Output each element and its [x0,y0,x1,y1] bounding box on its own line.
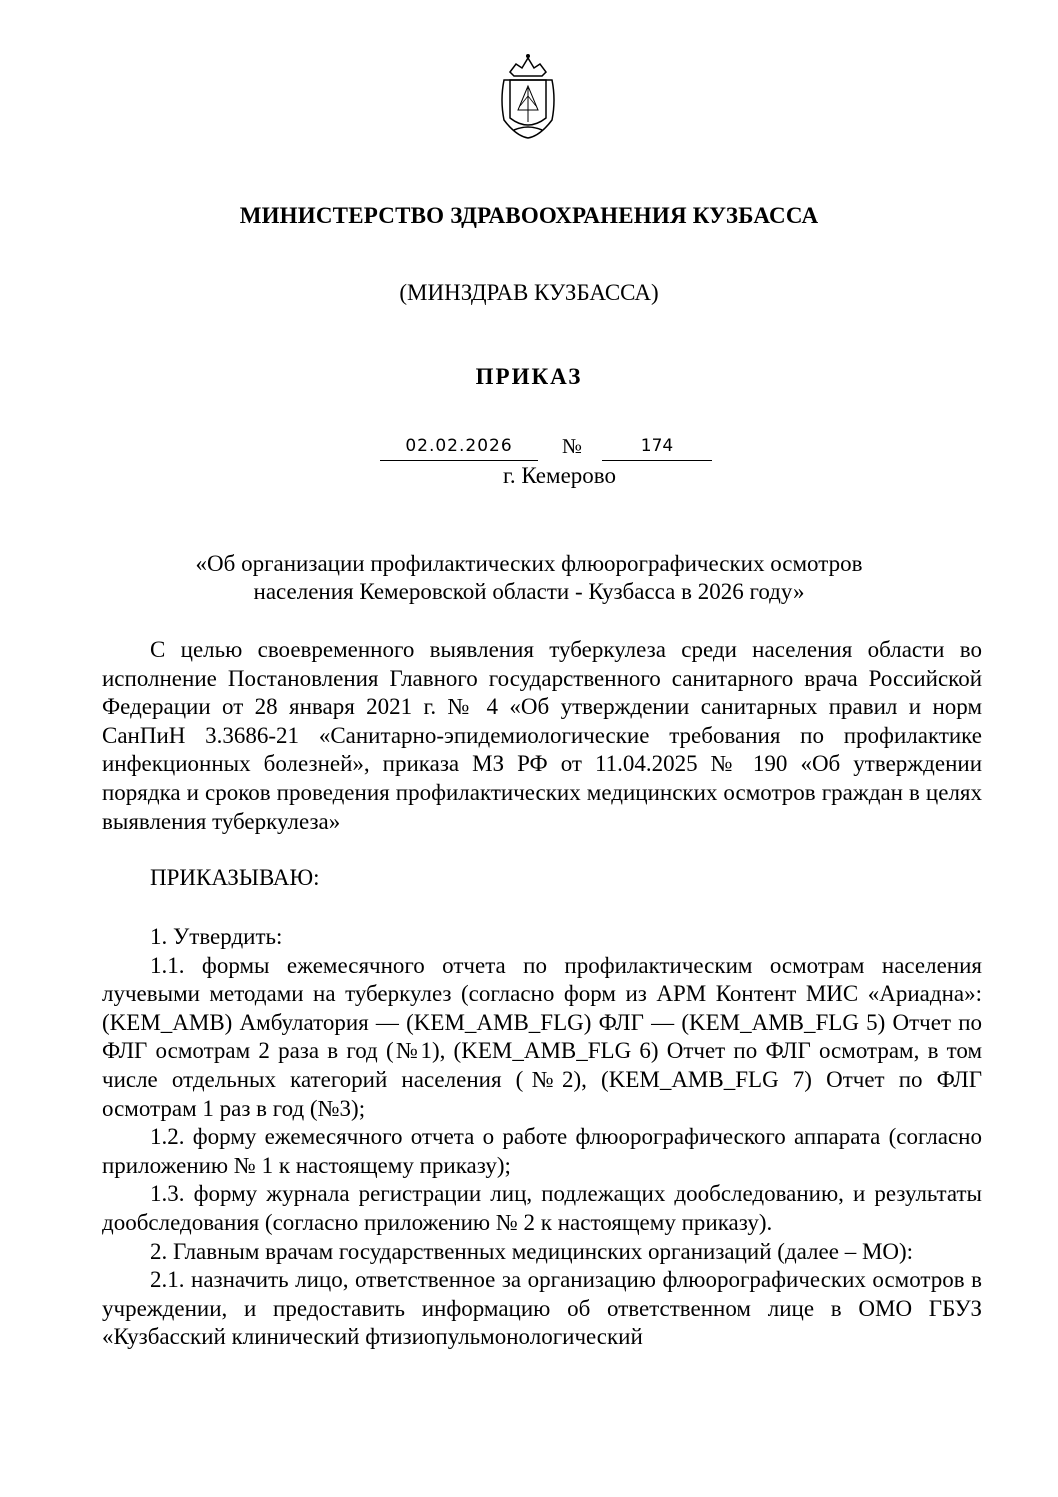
item-2: 2. Главным врачам государственных медицинских организаций (далее – МО): [150,1238,914,1264]
item-1: 1. Утвердить: [150,924,283,949]
item-1-1: 1.1. формы ежемесячного отчета по профилактическим осмотрам населения лучевыми методами на туберкулез (согласно форм из АРМ Контент МИС «Ариадна»: (KEM_AMB) Амбулатория — (KEM_AMB_FLG) ФЛГ — (KEM_AMB_FLG 5) Отчет по ФЛГ осмотрам 2 раза в год (№1), (KEM_AMB_FLG 6) Отчет по ФЛГ осмотрам, в том числе отдельных категорий населения (№2), (KEM_AMB_FLG 7) Отчет по ФЛГ осмотрам 1 раз в год (№3); [102,952,982,1121]
subject-line-1: «Об организации профилактических флюорографических осмотров [195,551,863,576]
order-date: 02.02.2026 [380,432,538,461]
order-items [102,923,982,1352]
subject-line-2: населения Кемеровской области - Кузбасса в 2026 году» [253,579,805,604]
preamble-text: С целью своевременного выявления туберкулеза среди населения области во исполнение Постановления Главного государственного санитарного врача Российской Федерации от 28 января 2021 г. № 4 «Об утверждении санитарных правил и норм СанПиН 3.3686-21 «Санитарно-эпидемиологические требования по профилактике инфекционных болезней», приказа МЗ РФ от 11.04.2025 № 190 «Об утверждении порядка и сроков проведения профилактических медицинских осмотров граждан в целях выявления туберкулеза» [102,637,982,834]
preamble [102,636,982,836]
item-2-1: 2.1. назначить лицо, ответственное за организацию флюорографических осмотров в учреждении, и предоставить информацию об ответственном лице в ОМО ГБУЗ «Кузбасский клинический фтизиопульмонологический [102,1267,982,1350]
number-sign: № [562,434,583,458]
order-subject [0,550,1058,606]
item-1-3: 1.3. форму журнала регистрации лиц, подлежащих дообследованию, и результаты дообследования (согласно приложению № 2 к настоящему приказу). [102,1181,982,1235]
order-number: 174 [602,432,712,461]
city: г. Кемерово [503,463,616,488]
ministry-short-name: (МИНЗДРАВ КУЗБАССА) [399,280,659,305]
document-type: ПРИКАЗ [475,364,583,389]
date-number-line [380,432,710,464]
coat-of-arms-icon [496,50,560,142]
ministry-name: МИНИСТЕРСТВО ЗДРАВООХРАНЕНИЯ КУЗБАССА [239,203,819,228]
item-1-2: 1.2. форму ежемесячного отчета о работе флюорографического аппарата (согласно приложению № 1 к настоящему приказу); [102,1124,982,1178]
order-word: ПРИКАЗЫВАЮ: [150,865,320,890]
